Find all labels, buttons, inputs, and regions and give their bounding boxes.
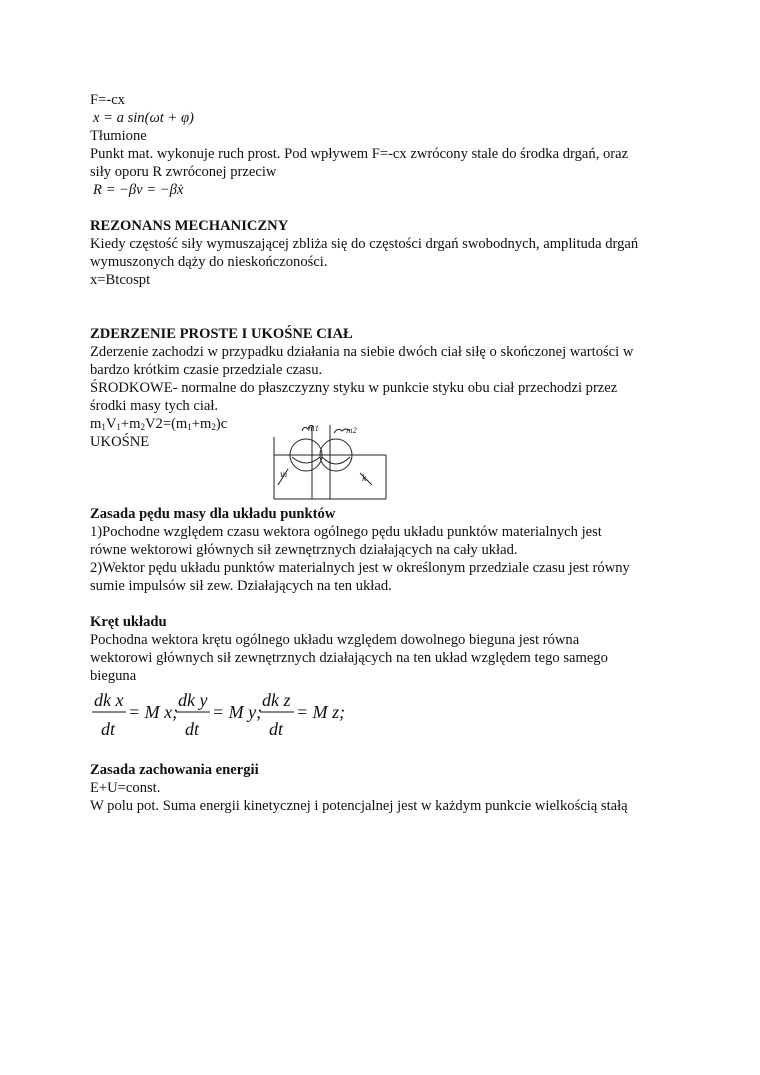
- resistance-equation: R = −βv = −βẋ: [93, 182, 184, 198]
- resonance-heading: REZONANS MECHANICZNY: [90, 218, 289, 234]
- damped-text-line-1: Punkt mat. wykonuje ruch prost. Pod wpływem F=-cx zwrócony stale do środka drgań, oraz: [90, 146, 629, 162]
- fraction-z: [260, 690, 294, 739]
- fraction-x-numerator: dk x: [94, 690, 124, 710]
- collision-text-line-4: środki masy tych ciał.: [90, 398, 219, 414]
- document-page: [90, 91, 680, 815]
- energy-equation: E+U=const.: [90, 780, 161, 796]
- fraction-y-denominator: dt: [185, 719, 200, 739]
- svg-text:k: k: [362, 474, 367, 483]
- resonance-text-line-1: Kiedy częstość siły wymuszającej zbliża się do częstości drgań swobodnych, amplituda drgań: [90, 236, 639, 252]
- damped-label: Tłumione: [90, 128, 147, 144]
- rhs-z: = M z;: [296, 702, 346, 722]
- resonance-equation: x=Btcospt: [90, 272, 151, 288]
- resonance-text-line-2: wymuszonych dąży do nieskończoności.: [90, 254, 328, 270]
- rhs-y: = M y;: [212, 702, 263, 722]
- fraction-y: [176, 690, 210, 739]
- collision-text-line-1: Zderzenie zachodzi w przypadku działania na siebie dwóch ciał siłę o skończonej wartości w: [90, 344, 634, 360]
- energy-heading: Zasada zachowania energii: [90, 762, 259, 778]
- energy-text-line-1: W polu pot. Suma energii kinetycznej i potencjalnej jest w każdym punkcie wielkością stałą: [90, 798, 628, 814]
- fraction-y-numerator: dk y: [178, 690, 208, 710]
- angular-text-line-3: bieguna: [90, 668, 137, 684]
- collision-heading: ZDERZENIE PROSTE I UKOŚNE CIAŁ: [90, 326, 353, 342]
- angular-text-line-2: wektorowi głównych sił zewnętrznych działających na ten układ względem tego samego: [90, 650, 608, 666]
- collision-text-line-2: bardzo krótkim czasie przedziale czasu.: [90, 362, 323, 378]
- momentum-text-line-2: równe wektorowi głównych sił zewnętrznych działających na cały układ.: [90, 542, 518, 558]
- momentum-heading: Zasada pędu masy dla układu punktów: [90, 506, 336, 522]
- oblique-label: UKOŚNE: [90, 434, 150, 450]
- collision-equation: $m_1V_1+m_2V2=(m_1+m_2)c$: [90, 416, 228, 432]
- angular-text-line-1: Pochodna wektora krętu ogólnego układu względem dowolnego bieguna jest równa: [90, 632, 580, 648]
- rhs-x: = M x;: [128, 702, 179, 722]
- fraction-x-denominator: dt: [101, 719, 116, 739]
- collision-text-line-3: ŚRODKOWE- normalne do płaszczyzny styku w punkcie styku obu ciał przechodzi przez: [90, 380, 618, 396]
- fraction-x: [92, 690, 126, 739]
- force-equation: F=-cx: [90, 92, 125, 108]
- momentum-text-line-1: 1)Pochodne względem czasu wektora ogólnego pędu układu punktów materialnych jest: [90, 524, 602, 540]
- momentum-text-line-3: 2)Wektor pędu układu punktów materialnych jest w określonym przedziale czasu jest równy: [90, 560, 630, 576]
- momentum-text-line-4: sumie impulsów sił zew. Działających na ten układ.: [90, 578, 392, 594]
- svg-text:v₁: v₁: [280, 470, 288, 479]
- oblique-row: [90, 425, 680, 483]
- damped-text-line-2: siły oporu R zwróconej przeciw: [90, 164, 277, 180]
- sketch-label-m1: m1: [308, 425, 320, 433]
- fraction-z-denominator: dt: [269, 719, 284, 739]
- angular-equation: [90, 685, 680, 743]
- angular-heading: Kręt układu: [90, 614, 167, 630]
- fraction-z-numerator: dk z: [262, 690, 291, 710]
- collision-sketch-image: [272, 419, 388, 503]
- sketch-label-m2: m2: [346, 427, 358, 435]
- position-equation: x = a sin(ωt + φ): [93, 110, 194, 126]
